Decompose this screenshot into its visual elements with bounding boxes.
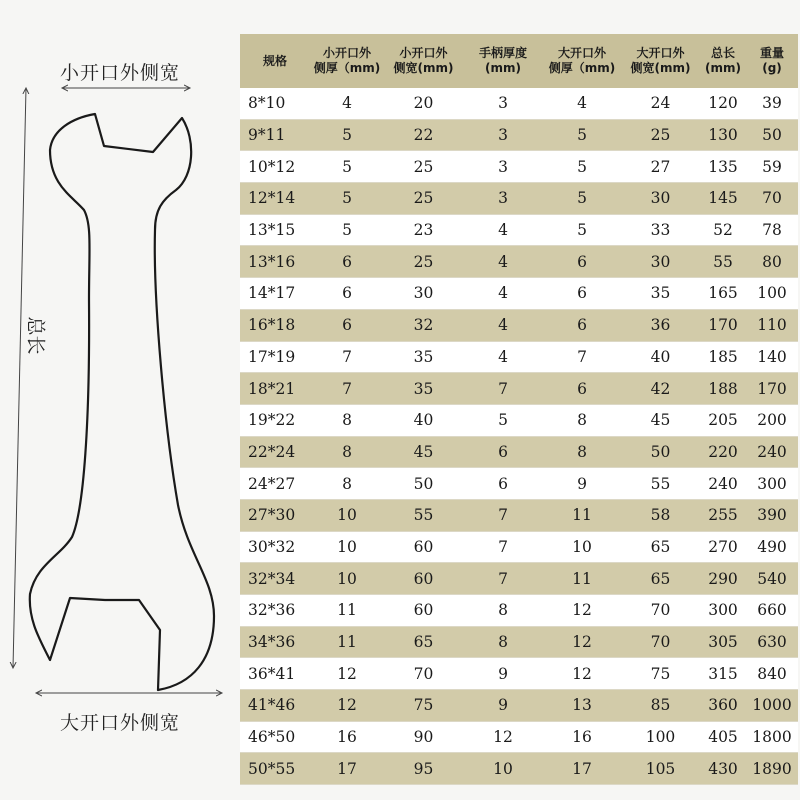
- cell-small-width: 40: [384, 404, 463, 436]
- header-large-width: 大开口外 侧宽(mm): [621, 34, 700, 88]
- cell-large-thickness: 5: [543, 183, 621, 215]
- cell-large-thickness: 7: [543, 341, 621, 373]
- spec-table-body: [240, 88, 798, 785]
- length-dimension-line: [13, 88, 26, 668]
- cell-small-width: 22: [384, 119, 463, 151]
- cell-handle-thickness: 7: [463, 373, 543, 405]
- cell-large-thickness: 4: [543, 88, 621, 119]
- cell-small-width: 60: [384, 595, 463, 627]
- cell-large-thickness: 9: [543, 468, 621, 500]
- cell-weight: 59: [746, 151, 798, 183]
- cell-large-width: 65: [621, 563, 700, 595]
- spec-table: [240, 34, 798, 785]
- cell-small-width: 32: [384, 309, 463, 341]
- table-row: [240, 563, 798, 595]
- cell-handle-thickness: 6: [463, 436, 543, 468]
- cell-weight: 78: [746, 214, 798, 246]
- cell-spec: 41*46: [240, 690, 310, 722]
- cell-total-length: 430: [700, 753, 746, 785]
- cell-small-thickness: 5: [310, 183, 384, 215]
- wrench-outline: [0, 0, 236, 800]
- cell-handle-thickness: 8: [463, 595, 543, 627]
- cell-spec: 8*10: [240, 88, 310, 119]
- header-weight: 重量 (g): [746, 34, 798, 88]
- cell-handle-thickness: 4: [463, 309, 543, 341]
- cell-small-thickness: 4: [310, 88, 384, 119]
- cell-small-thickness: 17: [310, 753, 384, 785]
- cell-small-width: 60: [384, 531, 463, 563]
- cell-total-length: 405: [700, 721, 746, 753]
- cell-weight: 140: [746, 341, 798, 373]
- cell-small-width: 55: [384, 499, 463, 531]
- table-row: [240, 595, 798, 627]
- cell-large-width: 70: [621, 626, 700, 658]
- cell-weight: 1000: [746, 690, 798, 722]
- cell-total-length: 55: [700, 246, 746, 278]
- cell-small-thickness: 11: [310, 626, 384, 658]
- cell-large-width: 58: [621, 499, 700, 531]
- cell-spec: 32*34: [240, 563, 310, 595]
- cell-large-width: 35: [621, 278, 700, 310]
- cell-large-width: 30: [621, 246, 700, 278]
- cell-spec: 30*32: [240, 531, 310, 563]
- table-row: [240, 753, 798, 785]
- cell-handle-thickness: 12: [463, 721, 543, 753]
- cell-small-width: 50: [384, 468, 463, 500]
- cell-spec: 27*30: [240, 499, 310, 531]
- cell-large-width: 55: [621, 468, 700, 500]
- cell-small-thickness: 5: [310, 214, 384, 246]
- cell-spec: 17*19: [240, 341, 310, 373]
- cell-spec: 13*15: [240, 214, 310, 246]
- cell-small-thickness: 5: [310, 119, 384, 151]
- cell-small-thickness: 5: [310, 151, 384, 183]
- cell-handle-thickness: 6: [463, 468, 543, 500]
- table-row: [240, 436, 798, 468]
- cell-total-length: 360: [700, 690, 746, 722]
- cell-spec: 32*36: [240, 595, 310, 627]
- cell-large-thickness: 16: [543, 721, 621, 753]
- table-row: [240, 246, 798, 278]
- header-handle-thickness: 手柄厚度 (mm): [463, 34, 543, 88]
- cell-small-width: 60: [384, 563, 463, 595]
- header-total-length: 总长 (mm): [700, 34, 746, 88]
- cell-large-thickness: 6: [543, 278, 621, 310]
- wrench-diagram: [0, 0, 236, 800]
- cell-small-width: 30: [384, 278, 463, 310]
- cell-handle-thickness: 9: [463, 658, 543, 690]
- cell-spec: 50*55: [240, 753, 310, 785]
- cell-large-thickness: 12: [543, 595, 621, 627]
- cell-large-width: 33: [621, 214, 700, 246]
- cell-weight: 170: [746, 373, 798, 405]
- cell-handle-thickness: 7: [463, 499, 543, 531]
- cell-small-thickness: 8: [310, 404, 384, 436]
- cell-spec: 14*17: [240, 278, 310, 310]
- cell-large-thickness: 17: [543, 753, 621, 785]
- cell-spec: 34*36: [240, 626, 310, 658]
- cell-small-thickness: 10: [310, 531, 384, 563]
- cell-small-width: 75: [384, 690, 463, 722]
- cell-total-length: 290: [700, 563, 746, 595]
- cell-spec: 22*24: [240, 436, 310, 468]
- cell-large-width: 105: [621, 753, 700, 785]
- header-spec: 规格: [240, 34, 310, 88]
- cell-large-width: 75: [621, 658, 700, 690]
- cell-small-thickness: 16: [310, 721, 384, 753]
- cell-handle-thickness: 4: [463, 341, 543, 373]
- table-row: [240, 341, 798, 373]
- cell-large-thickness: 11: [543, 563, 621, 595]
- cell-handle-thickness: 4: [463, 278, 543, 310]
- cell-total-length: 120: [700, 88, 746, 119]
- cell-weight: 110: [746, 309, 798, 341]
- cell-large-thickness: 10: [543, 531, 621, 563]
- cell-small-thickness: 6: [310, 309, 384, 341]
- cell-small-thickness: 10: [310, 499, 384, 531]
- cell-large-thickness: 5: [543, 214, 621, 246]
- cell-weight: 490: [746, 531, 798, 563]
- cell-total-length: 315: [700, 658, 746, 690]
- cell-large-thickness: 5: [543, 119, 621, 151]
- cell-large-width: 70: [621, 595, 700, 627]
- cell-handle-thickness: 3: [463, 88, 543, 119]
- cell-small-width: 35: [384, 341, 463, 373]
- cell-small-thickness: 12: [310, 658, 384, 690]
- cell-weight: 50: [746, 119, 798, 151]
- table-row: [240, 214, 798, 246]
- table-row: [240, 151, 798, 183]
- cell-spec: 36*41: [240, 658, 310, 690]
- header-small-thickness: 小开口外 侧厚（mm): [310, 34, 384, 88]
- cell-handle-thickness: 10: [463, 753, 543, 785]
- table-row: [240, 183, 798, 215]
- table-row: [240, 373, 798, 405]
- cell-large-width: 42: [621, 373, 700, 405]
- cell-weight: 630: [746, 626, 798, 658]
- cell-weight: 80: [746, 246, 798, 278]
- cell-small-width: 25: [384, 151, 463, 183]
- cell-weight: 1800: [746, 721, 798, 753]
- cell-total-length: 240: [700, 468, 746, 500]
- table-row: [240, 309, 798, 341]
- table-row: [240, 278, 798, 310]
- cell-total-length: 255: [700, 499, 746, 531]
- cell-large-width: 45: [621, 404, 700, 436]
- cell-spec: 16*18: [240, 309, 310, 341]
- cell-small-thickness: 12: [310, 690, 384, 722]
- cell-total-length: 220: [700, 436, 746, 468]
- cell-weight: 39: [746, 88, 798, 119]
- cell-small-width: 65: [384, 626, 463, 658]
- cell-handle-thickness: 8: [463, 626, 543, 658]
- cell-large-thickness: 6: [543, 373, 621, 405]
- cell-handle-thickness: 7: [463, 531, 543, 563]
- cell-weight: 540: [746, 563, 798, 595]
- cell-spec: 10*12: [240, 151, 310, 183]
- cell-large-thickness: 5: [543, 151, 621, 183]
- table-row: [240, 721, 798, 753]
- cell-handle-thickness: 7: [463, 563, 543, 595]
- cell-large-thickness: 11: [543, 499, 621, 531]
- table-row: [240, 658, 798, 690]
- cell-large-width: 24: [621, 88, 700, 119]
- cell-small-width: 45: [384, 436, 463, 468]
- cell-large-thickness: 13: [543, 690, 621, 722]
- cell-small-thickness: 8: [310, 468, 384, 500]
- cell-total-length: 300: [700, 595, 746, 627]
- cell-total-length: 188: [700, 373, 746, 405]
- cell-large-width: 85: [621, 690, 700, 722]
- table-row: [240, 626, 798, 658]
- table-header-row: [240, 34, 798, 88]
- header-large-thickness: 大开口外 侧厚（mm): [543, 34, 621, 88]
- cell-small-thickness: 6: [310, 278, 384, 310]
- total-length-label: 总长: [24, 316, 47, 355]
- cell-weight: 240: [746, 436, 798, 468]
- cell-large-thickness: 6: [543, 246, 621, 278]
- cell-total-length: 130: [700, 119, 746, 151]
- cell-weight: 70: [746, 183, 798, 215]
- cell-handle-thickness: 4: [463, 246, 543, 278]
- wrench-shape: [30, 114, 214, 690]
- cell-handle-thickness: 9: [463, 690, 543, 722]
- cell-small-thickness: 11: [310, 595, 384, 627]
- cell-large-width: 27: [621, 151, 700, 183]
- cell-small-width: 25: [384, 246, 463, 278]
- table-row: [240, 404, 798, 436]
- cell-total-length: 135: [700, 151, 746, 183]
- cell-weight: 1890: [746, 753, 798, 785]
- cell-large-thickness: 8: [543, 404, 621, 436]
- cell-handle-thickness: 3: [463, 119, 543, 151]
- cell-handle-thickness: 3: [463, 151, 543, 183]
- cell-spec: 24*27: [240, 468, 310, 500]
- cell-total-length: 270: [700, 531, 746, 563]
- cell-large-thickness: 12: [543, 626, 621, 658]
- table-row: [240, 119, 798, 151]
- cell-small-thickness: 6: [310, 246, 384, 278]
- cell-small-thickness: 10: [310, 563, 384, 595]
- table-row: [240, 690, 798, 722]
- cell-small-thickness: 8: [310, 436, 384, 468]
- cell-small-width: 90: [384, 721, 463, 753]
- cell-weight: 100: [746, 278, 798, 310]
- table-row: [240, 531, 798, 563]
- cell-total-length: 170: [700, 309, 746, 341]
- cell-spec: 19*22: [240, 404, 310, 436]
- cell-spec: 9*11: [240, 119, 310, 151]
- cell-large-width: 50: [621, 436, 700, 468]
- cell-large-thickness: 12: [543, 658, 621, 690]
- cell-large-width: 25: [621, 119, 700, 151]
- cell-total-length: 52: [700, 214, 746, 246]
- cell-weight: 660: [746, 595, 798, 627]
- cell-handle-thickness: 3: [463, 183, 543, 215]
- cell-weight: 200: [746, 404, 798, 436]
- cell-large-width: 40: [621, 341, 700, 373]
- cell-large-width: 30: [621, 183, 700, 215]
- table-row: [240, 499, 798, 531]
- cell-spec: 12*14: [240, 183, 310, 215]
- table-row: [240, 468, 798, 500]
- large-opening-width-label: 大开口外侧宽: [60, 712, 181, 734]
- cell-small-width: 35: [384, 373, 463, 405]
- table-row: [240, 88, 798, 119]
- cell-total-length: 185: [700, 341, 746, 373]
- cell-weight: 840: [746, 658, 798, 690]
- cell-weight: 300: [746, 468, 798, 500]
- cell-spec: 13*16: [240, 246, 310, 278]
- cell-handle-thickness: 5: [463, 404, 543, 436]
- cell-total-length: 145: [700, 183, 746, 215]
- cell-large-thickness: 6: [543, 309, 621, 341]
- cell-total-length: 205: [700, 404, 746, 436]
- cell-small-width: 20: [384, 88, 463, 119]
- small-opening-width-label: 小开口外侧宽: [60, 62, 181, 84]
- cell-handle-thickness: 4: [463, 214, 543, 246]
- cell-total-length: 305: [700, 626, 746, 658]
- cell-total-length: 165: [700, 278, 746, 310]
- cell-small-width: 95: [384, 753, 463, 785]
- cell-small-width: 25: [384, 183, 463, 215]
- cell-small-thickness: 7: [310, 341, 384, 373]
- cell-small-thickness: 7: [310, 373, 384, 405]
- cell-large-width: 36: [621, 309, 700, 341]
- cell-large-width: 65: [621, 531, 700, 563]
- cell-large-thickness: 8: [543, 436, 621, 468]
- cell-small-width: 70: [384, 658, 463, 690]
- cell-weight: 390: [746, 499, 798, 531]
- cell-large-width: 100: [621, 721, 700, 753]
- cell-spec: 46*50: [240, 721, 310, 753]
- header-small-width: 小开口外 侧宽(mm): [384, 34, 463, 88]
- cell-spec: 18*21: [240, 373, 310, 405]
- cell-small-width: 23: [384, 214, 463, 246]
